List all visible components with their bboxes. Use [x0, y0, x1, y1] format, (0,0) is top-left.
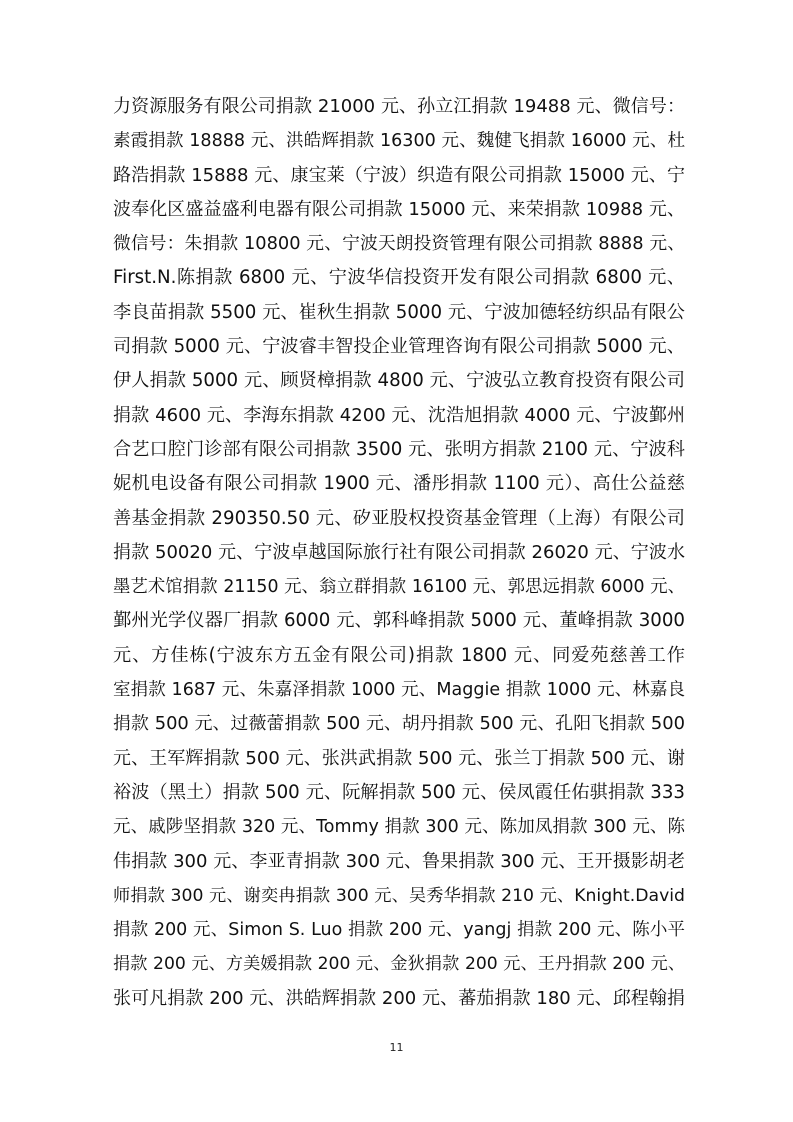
text-line: 室捐款 1687 元、朱嘉泽捐款 1000 元、Maggie 捐款 1000 元、林嘉良: [113, 680, 685, 701]
text-line: 张可凡捐款 200 元、洪皓辉捐款 200 元、蕃茄捐款 180 元、邱程翰捐: [113, 987, 685, 1009]
text-line: 元、戚陟坚捐款 320 元、Tommy 捐款 300 元、陈加凤捐款 300 元、陈: [113, 817, 685, 838]
text-line: 路浩捐款 15888 元、康宝莱（宁波）织造有限公司捐款 15000 元、宁: [113, 164, 685, 186]
page-number: 11: [389, 1041, 404, 1054]
text-line: 微信号：朱捐款 10800 元、宁波天朗投资管理有限公司捐款 8888 元、: [113, 233, 685, 255]
text-line: 捐款 200 元、方美媛捐款 200 元、金狄捐款 200 元、王丹捐款 200 元、: [113, 954, 685, 975]
text-line: 素霞捐款 18888 元、洪皓辉捐款 16300 元、魏健飞捐款 16000 元、杜: [113, 131, 685, 152]
text-line: 鄞州光学仪器厂捐款 6000 元、郭科峰捐款 5000 元、董峰捐款 3000: [113, 610, 685, 632]
text-line: First.N.陈捐款 6800 元、宁波华信投资开发有限公司捐款 6800 元、: [113, 267, 685, 289]
text-line: 捐款 4600 元、李海东捐款 4200 元、沈浩旭捐款 4000 元、宁波鄞州: [113, 404, 685, 426]
text-line: 墨艺术馆捐款 21150 元、翁立群捐款 16100 元、郭思远捐款 6000 元、: [113, 577, 685, 598]
text-line: 善基金捐款 290350.50 元、矽亚股权投资基金管理（上海）有限公司: [113, 507, 685, 529]
text-line: 师捐款 300 元、谢奕冉捐款 300 元、吴秀华捐款 210 元、Knight.David: [113, 885, 685, 906]
text-line: 合艺口腔门诊部有限公司捐款 3500 元、张明方捐款 2100 元、宁波科: [113, 438, 685, 460]
text-line: 伊人捐款 5000 元、顾贤樟捐款 4800 元、宁波弘立教育投资有限公司: [113, 370, 685, 392]
text-line: 元、方佳栋(宁波东方五金有限公司)捐款 1800 元、同爱苑慈善工作: [113, 644, 685, 666]
text-line: 伟捐款 300 元、李亚青捐款 300 元、鲁果捐款 300 元、王开摄影胡老: [113, 850, 685, 872]
text-line: 捐款 500 元、过薇蕾捐款 500 元、胡丹捐款 500 元、孔阳飞捐款 500: [113, 713, 685, 735]
text-line: 李良苗捐款 5500 元、崔秋生捐款 5000 元、宁波加德轻纺织品有限公: [113, 301, 685, 323]
text-line: 元、王军辉捐款 500 元、张洪武捐款 500 元、张兰丁捐款 500 元、谢: [113, 747, 685, 769]
text-line: 司捐款 5000 元、宁波睿丰智投企业管理咨询有限公司捐款 5000 元、: [113, 336, 685, 358]
body-text: [113, 90, 685, 1016]
text-line: 力资源服务有限公司捐款 21000 元、孙立江捐款 19488 元、微信号：: [113, 96, 685, 117]
text-line: 裕波（黑土）捐款 500 元、阮解捐款 500 元、侯凤霞任佑骐捐款 333: [113, 781, 685, 803]
text-line: 波奉化区盛益盛利电器有限公司捐款 15000 元、来荣捐款 10988 元、: [113, 198, 685, 220]
text-line: 捐款 200 元、Simon S. Luo 捐款 200 元、yangj 捐款 200 元、陈小平: [113, 920, 685, 941]
text-line: 捐款 50020 元、宁波卓越国际旅行社有限公司捐款 26020 元、宁波水: [113, 541, 685, 563]
text-line: 妮机电设备有限公司捐款 1900 元、潘彤捐款 1100 元）、高仕公益慈: [113, 473, 685, 495]
